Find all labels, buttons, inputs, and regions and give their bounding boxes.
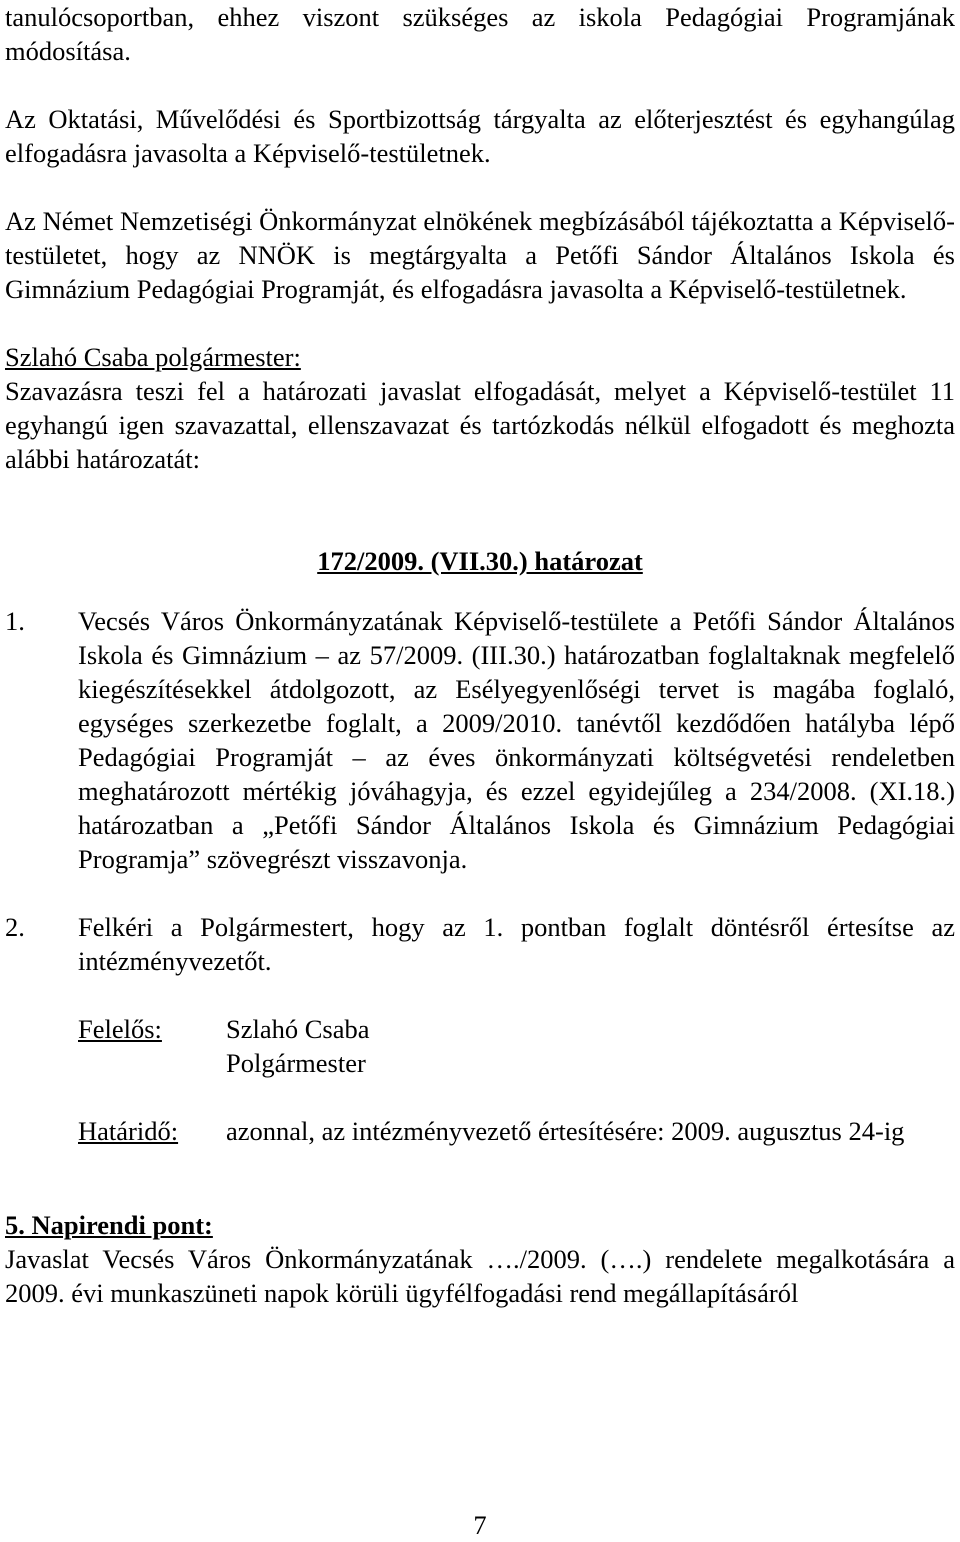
agenda-heading: 5. Napirendi pont:: [5, 1210, 213, 1240]
responsible-row: [5, 1012, 955, 1080]
item-number: 1.: [5, 606, 25, 636]
responsible-label: Felelős:: [78, 1014, 162, 1044]
speaker-text: Szavazásra teszi fel a határozati javaslat elfogadását, melyet a Képviselő-testület 11 egyhangú igen szavazattal, ellenszavazat és tartózkodás nélkül elfogadott és meghozta alábbi határozatát:: [5, 376, 955, 474]
deadline-label: Határidő:: [78, 1116, 179, 1146]
item-text: Felkéri a Polgármestert, hogy az 1. pontban foglalt döntésről értesítse az intézményvezetőt.: [78, 912, 955, 976]
document-page: [5, 0, 955, 1310]
resolution-item: [5, 604, 955, 876]
paragraph-nnok: Az Német Nemzetiségi Önkormányzat elnökének megbízásából tájékoztatta a Képviselő-testületet, hogy az NNÖK is megtárgyalta a Petőfi Sándor Általános Iskola és Gimnázium Pedagógiai Programját, és elfogadásra javasolta a Képviselő-testületnek.: [5, 206, 955, 304]
item-text: Vecsés Város Önkormányzatának Képviselő-testülete a Petőfi Sándor Általános Iskola és Gimnázium – az 57/2009. (III.30.) határozatban foglaltaknak megfelelő kiegészítésekkel átdolgozott, az Esélyegyenlőségi tervet is magába foglaló, egységes szerkezetbe foglalt, a 2009/2010. tanévtől kezdődően hatályba lépő Pedagógiai Programját – az éves önkormányzati költségvetési rendeletben meghatározott mértékig jóváhagyja, és ezzel egyidejűleg a 234/2008. (XI.18.) határozatban a „Petőfi Sándor Általános Iskola és Gimnázium Pedagógiai Programja” szövegrészt visszavonja.: [78, 606, 955, 874]
responsible-value: [226, 1012, 955, 1080]
resolution-item: [5, 910, 955, 978]
speaker-heading: Szlahó Csaba polgármester:: [5, 342, 301, 372]
deadline-value: azonnal, az intézményvezető értesítésére: 2009. augusztus 24-ig: [226, 1116, 905, 1146]
deadline-row: [5, 1114, 955, 1148]
responsible-name: Szlahó Csaba: [226, 1014, 370, 1044]
paragraph-continuation: tanulócsoportban, ehhez viszont szükséges az iskola Pedagógiai Programjának módosítása.: [5, 2, 955, 66]
responsible-title: Polgármester: [226, 1048, 366, 1078]
paragraph-committee: Az Oktatási, Művelődési és Sportbizottság tárgyalta az előterjesztést és egyhangúlag elfogadásra javasolta a Képviselő-testületnek.: [5, 104, 955, 168]
agenda-text: Javaslat Vecsés Város Önkormányzatának …./2009. (….) rendelete megalkotására a 2009. évi munkaszüneti napok körüli ügyfélfogadási rend megállapításáról: [5, 1244, 955, 1308]
resolution-title: 172/2009. (VII.30.) határozat: [317, 546, 643, 576]
item-number: 2.: [5, 912, 25, 942]
page-number: 7: [473, 1510, 487, 1540]
